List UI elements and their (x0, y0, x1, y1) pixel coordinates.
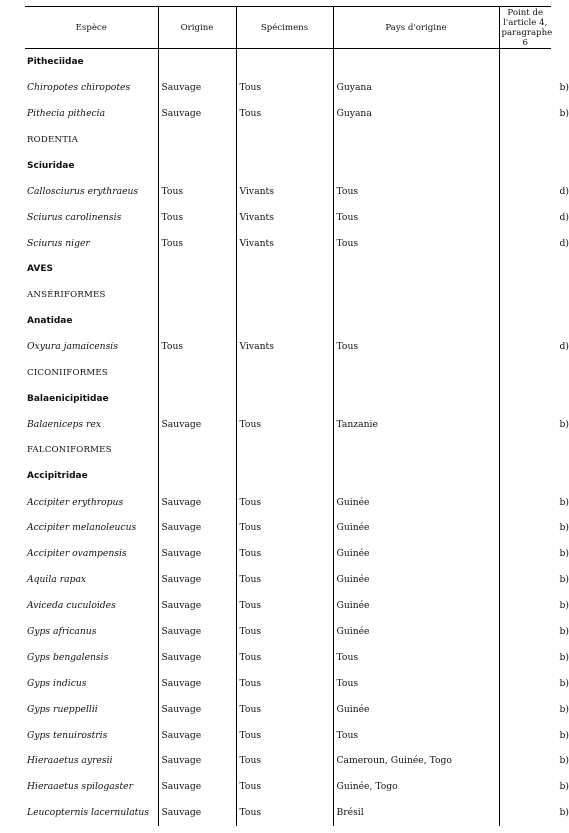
cell-point (499, 75, 569, 101)
header-country: Pays d'origine (333, 7, 499, 49)
point-value: b) (559, 807, 569, 819)
cell-species: RODENTIA (27, 134, 79, 145)
cell-point (499, 696, 569, 722)
cell-origin: Tous (158, 334, 236, 360)
cell-species: Aviceda cuculoides (27, 600, 116, 612)
header-species: Espèce (25, 7, 158, 49)
table-row (25, 593, 551, 619)
point-value: b) (559, 574, 569, 586)
cell-specimens: Tous (236, 748, 333, 774)
table-row (25, 541, 551, 567)
cell-specimens (236, 49, 333, 75)
cell-country: Guinée (333, 619, 499, 645)
species-table (25, 6, 569, 826)
cell-origin (158, 308, 236, 334)
cell-species: Sciuridae (27, 160, 75, 171)
cell-point (499, 101, 569, 127)
point-value: d) (559, 341, 569, 353)
table-row (25, 204, 551, 230)
cell-country: Tous (333, 230, 499, 256)
cell-species: Gyps bengalensis (27, 651, 109, 663)
table-row-order (25, 360, 551, 386)
point-value: b) (559, 703, 569, 715)
table-row (25, 800, 551, 826)
cell-point (499, 800, 569, 826)
cell-species: Hieraaetus ayresii (27, 755, 113, 767)
cell-point (499, 230, 569, 256)
table-row-order (25, 437, 551, 463)
cell-specimens (236, 308, 333, 334)
table-row (25, 489, 551, 515)
cell-specimens (236, 127, 333, 153)
cell-specimens: Tous (236, 670, 333, 696)
cell-point (499, 178, 569, 204)
table-row (25, 101, 551, 127)
table-row (25, 644, 551, 670)
cell-point (499, 541, 569, 567)
cell-point (499, 334, 569, 360)
cell-specimens: Tous (236, 541, 333, 567)
cell-species: Pithecia pithecia (27, 108, 106, 120)
cell-species: Oxyura jamaicensis (27, 341, 118, 353)
cell-point (499, 256, 551, 282)
cell-origin: Sauvage (158, 567, 236, 593)
table-row (25, 411, 551, 437)
cell-origin (158, 360, 236, 386)
point-value: b) (559, 755, 569, 767)
table-row (25, 696, 551, 722)
cell-origin (158, 256, 236, 282)
cell-origin: Sauvage (158, 541, 236, 567)
cell-species: Accipiter melanoleucus (27, 522, 137, 534)
cell-species: Aquila rapax (27, 574, 87, 586)
cell-specimens (236, 153, 333, 179)
header-specimens: Spécimens (236, 7, 333, 49)
cell-country: Tous (333, 178, 499, 204)
table-row (25, 334, 551, 360)
table-row (25, 178, 551, 204)
cell-species: Callosciurus erythraeus (27, 185, 139, 197)
cell-specimens: Tous (236, 722, 333, 748)
table-row-family (25, 386, 551, 412)
cell-point (499, 722, 569, 748)
cell-origin (158, 127, 236, 153)
cell-point (499, 204, 569, 230)
table-row-family (25, 256, 551, 282)
cell-origin: Sauvage (158, 619, 236, 645)
cell-origin: Sauvage (158, 722, 236, 748)
cell-country: Tous (333, 722, 499, 748)
cell-species: Leucopternis lacernulatus (27, 807, 149, 819)
cell-origin: Sauvage (158, 644, 236, 670)
table-row (25, 230, 551, 256)
point-value: b) (559, 108, 569, 120)
cell-country: Guinée, Togo (333, 774, 499, 800)
cell-origin: Sauvage (158, 774, 236, 800)
cell-point (499, 127, 551, 153)
cell-specimens: Vivants (236, 334, 333, 360)
table-body (25, 49, 569, 826)
cell-point (499, 386, 551, 412)
cell-point (499, 644, 569, 670)
point-value: b) (559, 522, 569, 534)
point-value: b) (559, 677, 569, 689)
table-row-family (25, 49, 551, 75)
cell-origin: Sauvage (158, 593, 236, 619)
cell-country: Guyana (333, 101, 499, 127)
cell-country: Guyana (333, 75, 499, 101)
cell-species: Gyps tenuirostris (27, 729, 108, 741)
cell-specimens: Tous (236, 567, 333, 593)
cell-origin: Sauvage (158, 411, 236, 437)
table-row (25, 515, 551, 541)
table-row-order (25, 282, 551, 308)
cell-species: Anatidae (27, 315, 73, 326)
header-origin: Origine (158, 7, 236, 49)
cell-country (333, 282, 499, 308)
cell-origin: Sauvage (158, 515, 236, 541)
cell-species: Accipiter erythropus (27, 496, 124, 508)
cell-species: AVES (27, 264, 53, 275)
table-row-family (25, 153, 551, 179)
table-header (25, 7, 551, 49)
cell-origin: Sauvage (158, 696, 236, 722)
cell-point (499, 593, 569, 619)
point-value: b) (559, 626, 569, 638)
table-row-order (25, 127, 551, 153)
cell-country: Tous (333, 334, 499, 360)
cell-species: Balaenicipitidae (27, 393, 109, 404)
cell-country: Cameroun, Guinée, Togo (333, 748, 499, 774)
cell-origin: Tous (158, 204, 236, 230)
cell-country (333, 256, 499, 282)
cell-species: Accipiter ovampensis (27, 548, 127, 560)
point-value: d) (559, 211, 569, 223)
cell-point (499, 515, 569, 541)
cell-specimens: Tous (236, 489, 333, 515)
cell-specimens (236, 386, 333, 412)
cell-species: Balaeniceps rex (27, 418, 102, 430)
cell-specimens: Tous (236, 515, 333, 541)
table-row-family (25, 463, 551, 489)
cell-country: Guinée (333, 515, 499, 541)
cell-point (499, 360, 551, 386)
cell-origin (158, 386, 236, 412)
table-row (25, 619, 551, 645)
cell-point (499, 463, 551, 489)
point-value: b) (559, 729, 569, 741)
cell-specimens (236, 282, 333, 308)
point-value: b) (559, 418, 569, 430)
cell-origin: Sauvage (158, 748, 236, 774)
cell-point (499, 49, 551, 75)
cell-point (499, 437, 551, 463)
cell-point (499, 748, 569, 774)
table-row-family (25, 308, 551, 334)
cell-origin (158, 49, 236, 75)
cell-point (499, 670, 569, 696)
cell-country (333, 127, 499, 153)
cell-country: Tous (333, 644, 499, 670)
cell-point (499, 774, 569, 800)
cell-country: Guinée (333, 696, 499, 722)
cell-country (333, 360, 499, 386)
point-value: b) (559, 496, 569, 508)
cell-country (333, 386, 499, 412)
cell-specimens: Tous (236, 101, 333, 127)
cell-species: Pitheciidae (27, 56, 84, 67)
cell-specimens (236, 437, 333, 463)
cell-origin: Sauvage (158, 75, 236, 101)
point-value: d) (559, 237, 569, 249)
cell-specimens: Tous (236, 411, 333, 437)
cell-species: Sciurus carolinensis (27, 211, 122, 223)
cell-country: Tous (333, 670, 499, 696)
cell-origin: Sauvage (158, 670, 236, 696)
cell-point (499, 153, 551, 179)
table-row (25, 567, 551, 593)
cell-specimens: Vivants (236, 204, 333, 230)
cell-species: ANSÉRIFORMES (27, 289, 106, 300)
cell-species: Sciurus niger (27, 237, 90, 249)
cell-species: CICONIIFORMES (27, 367, 108, 378)
cell-point (499, 489, 569, 515)
cell-specimens: Vivants (236, 178, 333, 204)
point-value: b) (559, 651, 569, 663)
cell-point (499, 308, 551, 334)
point-value: b) (559, 82, 569, 94)
table-row (25, 722, 551, 748)
point-value: b) (559, 548, 569, 560)
table-row (25, 774, 551, 800)
cell-origin (158, 463, 236, 489)
cell-specimens: Tous (236, 800, 333, 826)
cell-specimens: Vivants (236, 230, 333, 256)
cell-species: Chiropotes chiropotes (27, 82, 131, 94)
header-point: Point de l'article 4, paragraphe 6 (499, 7, 551, 49)
table-row (25, 670, 551, 696)
cell-species: Gyps indicus (27, 677, 87, 689)
table-row (25, 748, 551, 774)
cell-origin (158, 282, 236, 308)
cell-species: Gyps africanus (27, 626, 97, 638)
cell-species: Gyps rueppellii (27, 703, 98, 715)
cell-country: Tanzanie (333, 411, 499, 437)
cell-specimens (236, 256, 333, 282)
cell-origin: Sauvage (158, 101, 236, 127)
cell-species: FALCONIFORMES (27, 445, 112, 456)
cell-country: Guinée (333, 593, 499, 619)
cell-point (499, 282, 551, 308)
point-value: b) (559, 600, 569, 612)
cell-origin: Sauvage (158, 489, 236, 515)
cell-specimens: Tous (236, 644, 333, 670)
cell-origin (158, 153, 236, 179)
cell-point (499, 567, 569, 593)
cell-country: Guinée (333, 489, 499, 515)
cell-country: Brésil (333, 800, 499, 826)
cell-country (333, 153, 499, 179)
point-value: b) (559, 781, 569, 793)
cell-country (333, 437, 499, 463)
cell-country (333, 49, 499, 75)
cell-specimens (236, 360, 333, 386)
cell-specimens (236, 463, 333, 489)
cell-species: Hieraaetus spilogaster (27, 781, 134, 793)
cell-country: Guinée (333, 567, 499, 593)
cell-origin: Tous (158, 230, 236, 256)
cell-specimens: Tous (236, 619, 333, 645)
cell-country (333, 308, 499, 334)
cell-country: Guinée (333, 541, 499, 567)
cell-origin: Sauvage (158, 800, 236, 826)
cell-specimens: Tous (236, 696, 333, 722)
cell-origin (158, 437, 236, 463)
cell-specimens: Tous (236, 774, 333, 800)
cell-point (499, 411, 569, 437)
cell-specimens: Tous (236, 593, 333, 619)
cell-point (499, 619, 569, 645)
cell-specimens: Tous (236, 75, 333, 101)
point-value: d) (559, 185, 569, 197)
table-row (25, 75, 551, 101)
cell-country: Tous (333, 204, 499, 230)
cell-country (333, 463, 499, 489)
cell-origin: Tous (158, 178, 236, 204)
cell-species: Accipitridae (27, 471, 88, 482)
